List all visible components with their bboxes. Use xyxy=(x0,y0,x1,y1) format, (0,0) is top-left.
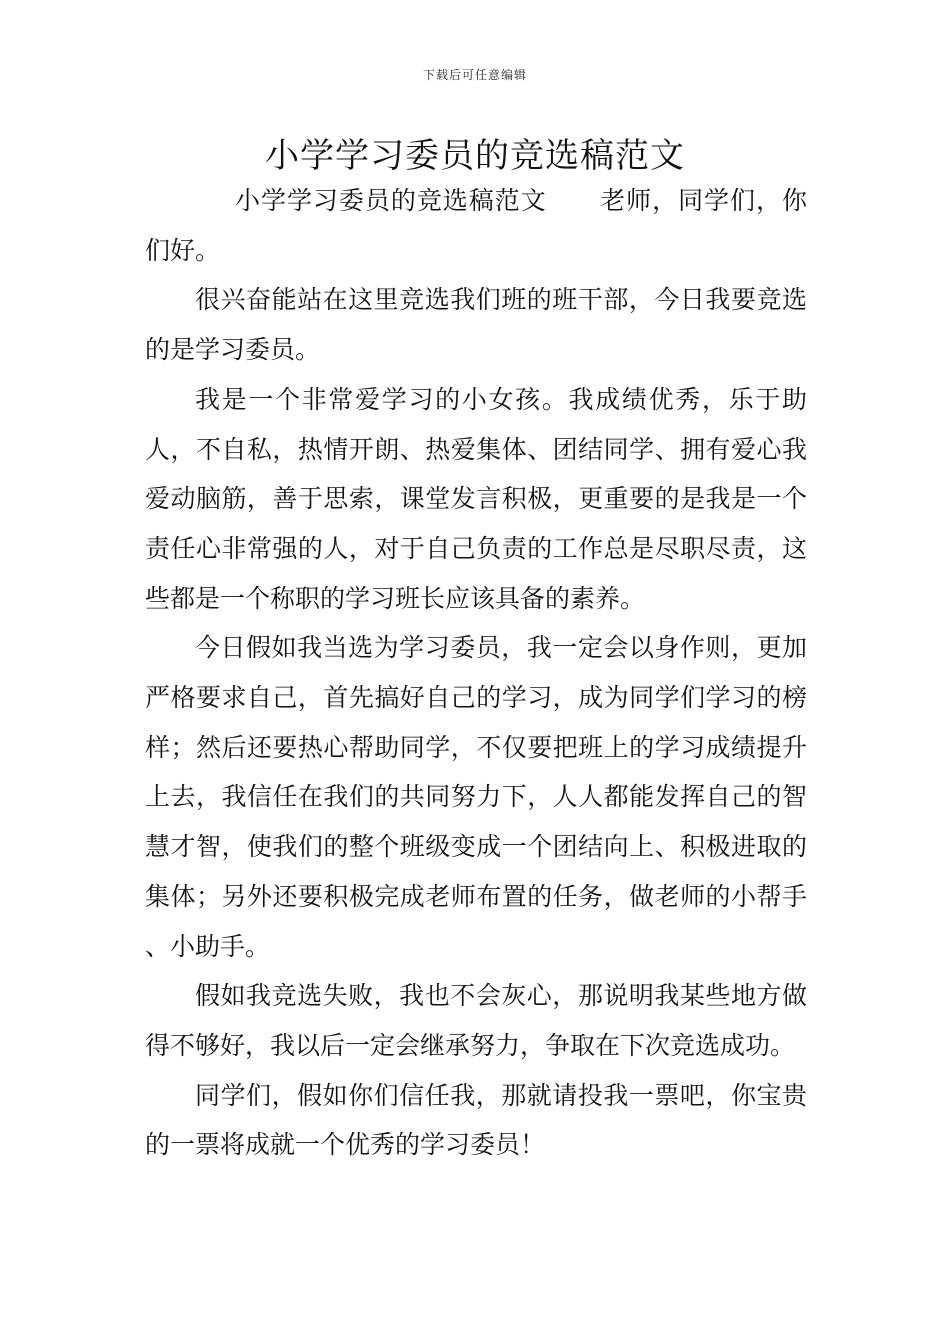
paragraph: 今日假如我当选为学习委员，我一定会以身作则，更加严格要求自己，首先搞好自己的学习，成为同学们学习的榜样；然后还要热心帮助同学，不仅要把班上的学习成绩提升上去，我信任在我们的共同努力下，人人都能发挥自己的智慧才智，使我们的整个班级变成一个团结向上、积极进取的集体；另外还要积极完成老师布置的任务，做老师的小帮手 、小助手。 xyxy=(145,633,807,961)
paragraph: 我是一个非常爱学习的小女孩。我成绩优秀，乐于助人，不自私，热情开朗、热爱集体、团结同学、拥有爱心我爱动脑筋，善于思索，课堂发言积极，更重要的是我是一个责任心非常强的人，对于自己负责的工作总是尽职尽责，这些都是一个称职的学习班长应该具备的素养。 xyxy=(145,384,807,613)
document-body xyxy=(145,176,807,1170)
paragraph: 同学们，假如你们信任我，那就请投我一票吧，你宝贵的一票将成就一个优秀的学习委员！ xyxy=(145,1080,807,1160)
header-note: 下载后可任意编辑 xyxy=(422,68,527,82)
intro-greeting: 老师，同学们，你们好。 xyxy=(145,186,807,265)
paragraph: 很兴奋能站在这里竞选我们班的班干部，今日我要竞选的是学习委员。 xyxy=(145,285,807,365)
intro-paragraph xyxy=(145,176,807,275)
paragraph: 假如我竞选失败，我也不会灰心，那说明我某些地方做得不够好，我以后一定会继承努力，争取在下次竞选成功。 xyxy=(145,981,807,1060)
intro-heading: 小学学习委员的竞选稿范文 xyxy=(235,186,547,215)
document-title: 小学学习委员的竞选稿范文 xyxy=(265,136,685,176)
